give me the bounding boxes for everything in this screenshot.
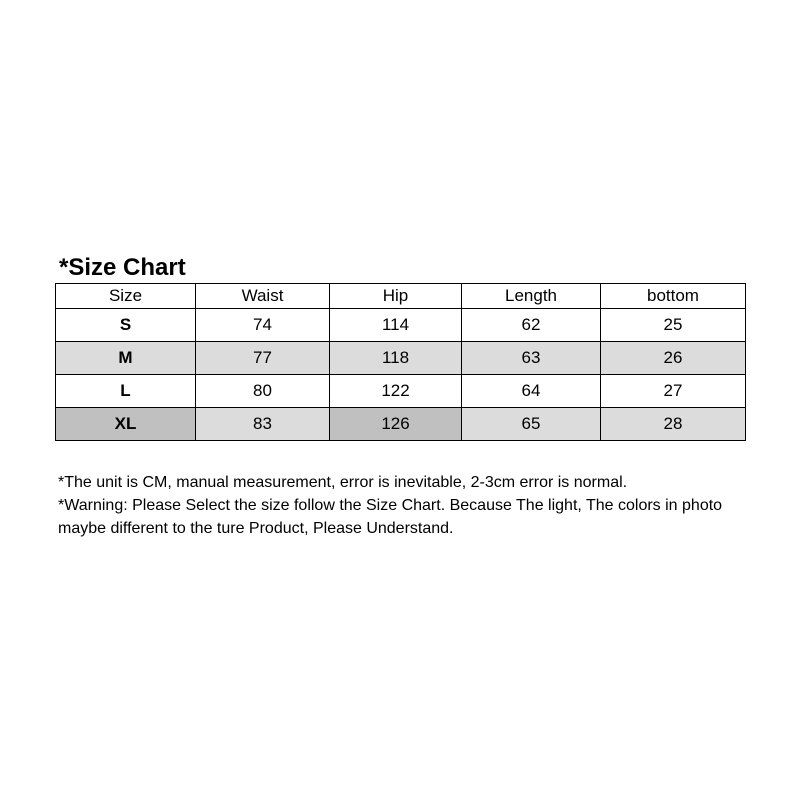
length-cell: 64: [462, 375, 601, 408]
hip-cell: 126: [330, 408, 462, 441]
table-row: [56, 342, 746, 375]
header-size: Size: [56, 284, 196, 309]
hip-cell: 122: [330, 375, 462, 408]
size-cell: S: [56, 309, 196, 342]
length-cell: 63: [462, 342, 601, 375]
hip-cell: 114: [330, 309, 462, 342]
header-hip: Hip: [330, 284, 462, 309]
size-cell: XL: [56, 408, 196, 441]
size-cell: L: [56, 375, 196, 408]
unit-note: *The unit is CM, manual measurement, error is inevitable, 2-3cm error is normal.: [58, 474, 628, 491]
waist-cell: 80: [196, 375, 330, 408]
length-cell: 62: [462, 309, 601, 342]
bottom-cell: 28: [601, 408, 746, 441]
bottom-cell: 26: [601, 342, 746, 375]
waist-cell: 83: [196, 408, 330, 441]
table-row: [56, 309, 746, 342]
table-header-row: [56, 284, 746, 309]
table-row: [56, 408, 746, 441]
notes-block: [58, 471, 748, 540]
bottom-cell: 25: [601, 309, 746, 342]
header-waist: Waist: [196, 284, 330, 309]
size-chart-title: *Size Chart: [59, 254, 186, 281]
size-chart-table: [55, 283, 746, 441]
header-length: Length: [462, 284, 601, 309]
header-bottom: bottom: [601, 284, 746, 309]
bottom-cell: 27: [601, 375, 746, 408]
warning-note: *Warning: Please Select the size follow the Size Chart. Because The light, The colors in photo maybe different to the ture Product, Please Understand.: [58, 497, 723, 537]
length-cell: 65: [462, 408, 601, 441]
waist-cell: 77: [196, 342, 330, 375]
table-row: [56, 375, 746, 408]
hip-cell: 118: [330, 342, 462, 375]
waist-cell: 74: [196, 309, 330, 342]
size-cell: M: [56, 342, 196, 375]
